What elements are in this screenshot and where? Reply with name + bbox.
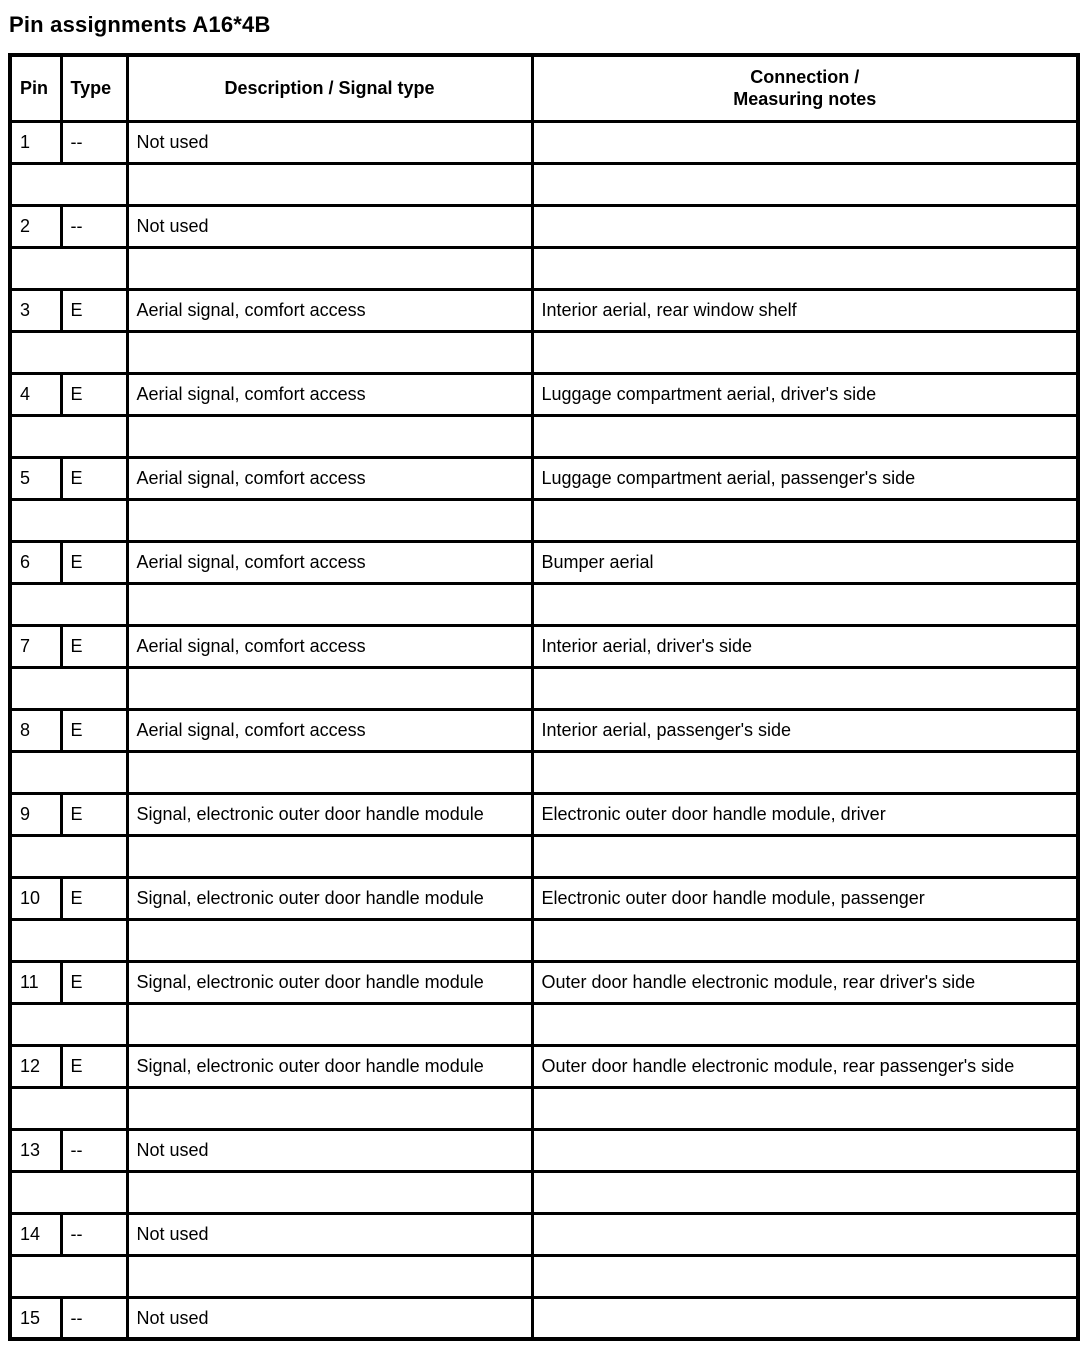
cell-description: Signal, electronic outer door handle module bbox=[127, 877, 532, 919]
table-row bbox=[10, 205, 1078, 247]
header-connection-line1: Connection / bbox=[750, 67, 860, 88]
table-row bbox=[10, 457, 1078, 499]
header-pin: Pin bbox=[10, 55, 61, 121]
table-row bbox=[10, 709, 1078, 751]
cell-connection: Luggage compartment aerial, driver's side bbox=[532, 373, 1078, 415]
header-description: Description / Signal type bbox=[127, 55, 532, 121]
cell-description: Aerial signal, comfort access bbox=[127, 541, 532, 583]
cell-type: E bbox=[61, 373, 127, 415]
header-connection-line2: Measuring notes bbox=[733, 89, 877, 110]
cell-type: -- bbox=[61, 1129, 127, 1171]
spacer-cell-description bbox=[127, 919, 532, 961]
cell-pin: 4 bbox=[10, 373, 61, 415]
spacer-cell-pin-type bbox=[10, 751, 127, 793]
cell-connection: Interior aerial, passenger's side bbox=[532, 709, 1078, 751]
cell-pin: 5 bbox=[10, 457, 61, 499]
spacer-cell-connection bbox=[532, 247, 1078, 289]
cell-connection bbox=[532, 1213, 1078, 1255]
cell-pin: 10 bbox=[10, 877, 61, 919]
cell-description: Signal, electronic outer door handle module bbox=[127, 793, 532, 835]
spacer-cell-connection bbox=[532, 499, 1078, 541]
cell-pin: 12 bbox=[10, 1045, 61, 1087]
spacer-cell-pin-type bbox=[10, 835, 127, 877]
spacer-cell-description bbox=[127, 331, 532, 373]
spacer-cell-description bbox=[127, 1255, 532, 1297]
spacer-cell-connection bbox=[532, 331, 1078, 373]
cell-connection: Interior aerial, rear window shelf bbox=[532, 289, 1078, 331]
spacer-row bbox=[10, 835, 1078, 877]
cell-type: E bbox=[61, 793, 127, 835]
spacer-cell-connection bbox=[532, 583, 1078, 625]
cell-type: -- bbox=[61, 205, 127, 247]
cell-pin: 9 bbox=[10, 793, 61, 835]
cell-connection: Electronic outer door handle module, driver bbox=[532, 793, 1078, 835]
cell-connection: Bumper aerial bbox=[532, 541, 1078, 583]
spacer-cell-description bbox=[127, 1171, 532, 1213]
table-row bbox=[10, 1297, 1078, 1339]
header-connection bbox=[532, 55, 1078, 121]
spacer-cell-pin-type bbox=[10, 919, 127, 961]
spacer-row bbox=[10, 247, 1078, 289]
spacer-row bbox=[10, 583, 1078, 625]
table-row bbox=[10, 1129, 1078, 1171]
cell-pin: 1 bbox=[10, 121, 61, 163]
spacer-cell-description bbox=[127, 583, 532, 625]
spacer-row bbox=[10, 163, 1078, 205]
table-row bbox=[10, 961, 1078, 1003]
cell-pin: 6 bbox=[10, 541, 61, 583]
cell-pin: 3 bbox=[10, 289, 61, 331]
cell-description: Aerial signal, comfort access bbox=[127, 457, 532, 499]
spacer-row bbox=[10, 1087, 1078, 1129]
pin-assignment-table bbox=[8, 53, 1080, 1341]
spacer-row bbox=[10, 415, 1078, 457]
table-row bbox=[10, 289, 1078, 331]
spacer-cell-pin-type bbox=[10, 247, 127, 289]
cell-connection: Luggage compartment aerial, passenger's side bbox=[532, 457, 1078, 499]
table-row bbox=[10, 625, 1078, 667]
spacer-cell-connection bbox=[532, 415, 1078, 457]
spacer-cell-description bbox=[127, 163, 532, 205]
spacer-cell-pin-type bbox=[10, 331, 127, 373]
cell-description: Signal, electronic outer door handle module bbox=[127, 1045, 532, 1087]
spacer-cell-description bbox=[127, 751, 532, 793]
table-row bbox=[10, 121, 1078, 163]
spacer-row bbox=[10, 331, 1078, 373]
cell-description: Not used bbox=[127, 121, 532, 163]
spacer-cell-pin-type bbox=[10, 1255, 127, 1297]
spacer-cell-pin-type bbox=[10, 1171, 127, 1213]
table-header-row bbox=[10, 55, 1078, 121]
table-row bbox=[10, 373, 1078, 415]
cell-type: E bbox=[61, 877, 127, 919]
spacer-cell-connection bbox=[532, 1087, 1078, 1129]
header-type: Type bbox=[61, 55, 127, 121]
spacer-cell-pin-type bbox=[10, 415, 127, 457]
cell-connection bbox=[532, 121, 1078, 163]
spacer-cell-connection bbox=[532, 835, 1078, 877]
spacer-cell-description bbox=[127, 247, 532, 289]
cell-connection bbox=[532, 205, 1078, 247]
cell-type: E bbox=[61, 457, 127, 499]
cell-pin: 8 bbox=[10, 709, 61, 751]
cell-type: -- bbox=[61, 1213, 127, 1255]
cell-description: Aerial signal, comfort access bbox=[127, 373, 532, 415]
spacer-row bbox=[10, 751, 1078, 793]
cell-description: Not used bbox=[127, 1297, 532, 1339]
cell-description: Not used bbox=[127, 1129, 532, 1171]
cell-type: E bbox=[61, 625, 127, 667]
cell-pin: 7 bbox=[10, 625, 61, 667]
spacer-cell-description bbox=[127, 415, 532, 457]
cell-type: E bbox=[61, 289, 127, 331]
spacer-row bbox=[10, 919, 1078, 961]
cell-description: Not used bbox=[127, 205, 532, 247]
spacer-cell-description bbox=[127, 835, 532, 877]
cell-pin: 13 bbox=[10, 1129, 61, 1171]
cell-type: E bbox=[61, 709, 127, 751]
cell-description: Aerial signal, comfort access bbox=[127, 709, 532, 751]
spacer-cell-pin-type bbox=[10, 1003, 127, 1045]
spacer-cell-connection bbox=[532, 1171, 1078, 1213]
spacer-cell-connection bbox=[532, 1255, 1078, 1297]
page-title: Pin assignments A16*4B bbox=[9, 12, 271, 37]
table-row bbox=[10, 541, 1078, 583]
spacer-cell-connection bbox=[532, 667, 1078, 709]
spacer-cell-connection bbox=[532, 751, 1078, 793]
cell-description: Not used bbox=[127, 1213, 532, 1255]
cell-description: Aerial signal, comfort access bbox=[127, 625, 532, 667]
spacer-row bbox=[10, 499, 1078, 541]
spacer-cell-pin-type bbox=[10, 667, 127, 709]
spacer-row bbox=[10, 1171, 1078, 1213]
cell-connection bbox=[532, 1297, 1078, 1339]
table-body bbox=[10, 121, 1078, 1339]
spacer-cell-pin-type bbox=[10, 499, 127, 541]
spacer-cell-connection bbox=[532, 1003, 1078, 1045]
cell-type: E bbox=[61, 961, 127, 1003]
table-row bbox=[10, 1213, 1078, 1255]
table-row bbox=[10, 793, 1078, 835]
spacer-cell-description bbox=[127, 1003, 532, 1045]
spacer-cell-description bbox=[127, 1087, 532, 1129]
cell-connection: Outer door handle electronic module, rear passenger's side bbox=[532, 1045, 1078, 1087]
spacer-cell-pin-type bbox=[10, 583, 127, 625]
spacer-cell-connection bbox=[532, 163, 1078, 205]
spacer-cell-connection bbox=[532, 919, 1078, 961]
spacer-row bbox=[10, 667, 1078, 709]
cell-connection: Interior aerial, driver's side bbox=[532, 625, 1078, 667]
spacer-row bbox=[10, 1255, 1078, 1297]
cell-type: E bbox=[61, 541, 127, 583]
cell-connection: Electronic outer door handle module, passenger bbox=[532, 877, 1078, 919]
cell-pin: 11 bbox=[10, 961, 61, 1003]
cell-description: Signal, electronic outer door handle module bbox=[127, 961, 532, 1003]
spacer-cell-pin-type bbox=[10, 163, 127, 205]
cell-pin: 14 bbox=[10, 1213, 61, 1255]
cell-pin: 2 bbox=[10, 205, 61, 247]
table-row bbox=[10, 1045, 1078, 1087]
cell-type: -- bbox=[61, 1297, 127, 1339]
spacer-cell-pin-type bbox=[10, 1087, 127, 1129]
cell-description: Aerial signal, comfort access bbox=[127, 289, 532, 331]
cell-type: E bbox=[61, 1045, 127, 1087]
cell-connection bbox=[532, 1129, 1078, 1171]
spacer-row bbox=[10, 1003, 1078, 1045]
spacer-cell-description bbox=[127, 667, 532, 709]
cell-connection: Outer door handle electronic module, rear driver's side bbox=[532, 961, 1078, 1003]
table-row bbox=[10, 877, 1078, 919]
spacer-cell-description bbox=[127, 499, 532, 541]
cell-pin: 15 bbox=[10, 1297, 61, 1339]
cell-type: -- bbox=[61, 121, 127, 163]
